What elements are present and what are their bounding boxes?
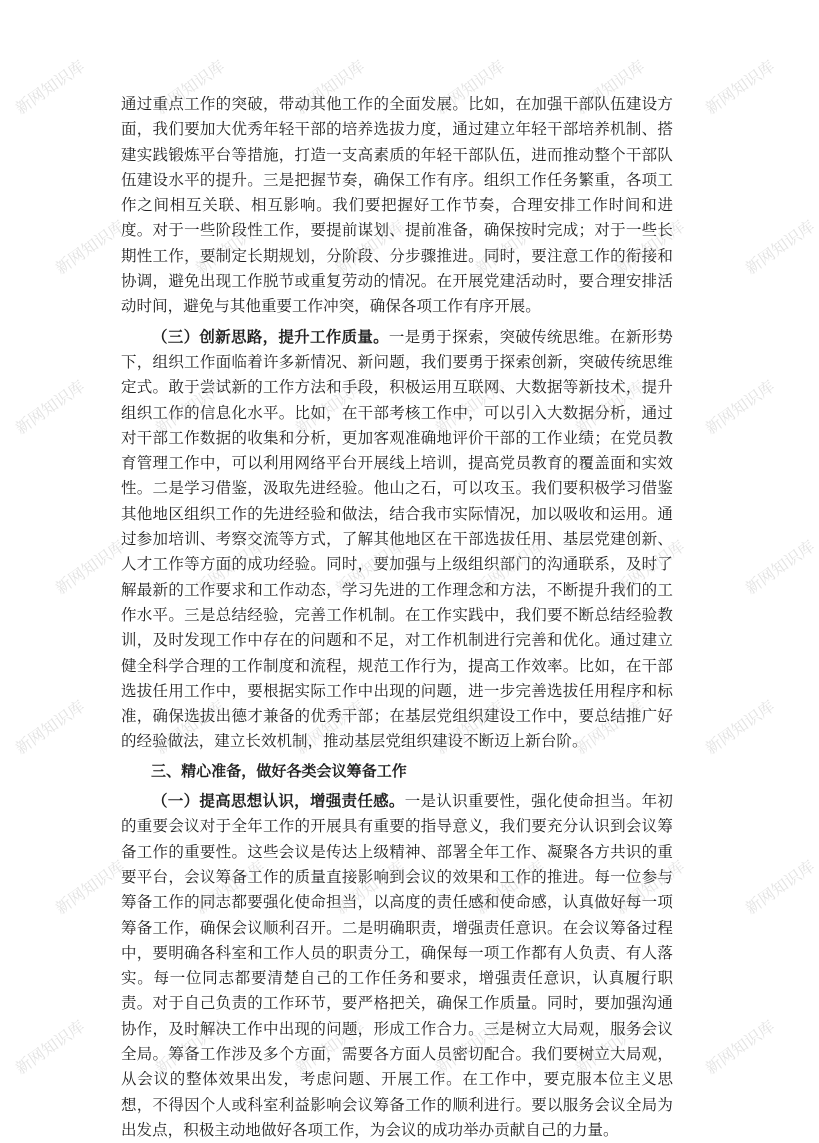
watermark-text: 新网知识库 [571, 696, 649, 759]
paragraph-2 [121, 324, 673, 755]
watermark-text: 新网知识库 [701, 56, 779, 119]
watermark-text: 新网知识库 [431, 56, 509, 119]
paragraph-2-heading: （三）创新思路，提升工作质量。 [152, 326, 389, 346]
watermark-text: 新网知识库 [331, 536, 409, 599]
watermark-text: 新网知识库 [151, 696, 229, 759]
watermark-text: 新网知识库 [611, 536, 689, 599]
watermark-text: 新网知识库 [151, 1016, 229, 1079]
watermark-text: 新网知识库 [701, 696, 779, 759]
document-body [121, 92, 673, 1143]
watermark-text: 新网知识库 [331, 216, 409, 279]
watermark-text: 新网知识库 [611, 856, 689, 919]
watermark-text: 新网知识库 [471, 856, 549, 919]
watermark-text: 新网知识库 [471, 216, 549, 279]
paragraph-1: 通过重点工作的突破，带动其他工作的全面发展。比如，在加强干部队伍建设方面，我们要加大优秀年轻干部的培养选拔力度，通过建立年轻干部培养机制、搭建实践锻炼平台等措施，打造一支高素质的年轻干部队伍，进而推动整个干部队伍建设水平的提升。三是把握节奏，确保工作有序。组织工作任务繁重，各项工作之间相互关联、相互影响。我们要把握好工作节奏，合理安排工作时间和进度。对于一些阶段性工作，要提前谋划、提前准备，确保按时完成；对于一些长期性工作，要制定长期规划，分阶段、分步骤推进。同时，要注意工作的衔接和协调，避免出现工作脱节或重复劳动的情况。在开展党建活动时，要合理安排活动时间，避免与其他重要工作冲突，确保各项工作有序开展。 [121, 95, 673, 316]
paragraph-3 [121, 788, 673, 1143]
watermark-text: 新网知识库 [51, 216, 129, 279]
watermark-text: 新网知识库 [11, 1016, 89, 1079]
watermark-text: 新网知识库 [741, 856, 819, 919]
watermark-text: 新网知识库 [291, 56, 369, 119]
paragraph-3-heading: （一）提高思想认识，增强责任感。 [152, 791, 405, 811]
watermark-text: 新网知识库 [191, 536, 269, 599]
watermark-text: 新网知识库 [151, 56, 229, 119]
watermark-text: 新网知识库 [741, 536, 819, 599]
watermark-text: 新网知识库 [51, 536, 129, 599]
watermark-text: 新网知识库 [51, 856, 129, 919]
watermark-text: 新网知识库 [431, 376, 509, 439]
watermark-text: 新网知识库 [291, 1016, 369, 1079]
watermark-text: 新网知识库 [431, 1016, 509, 1079]
section-3-heading: 三、精心准备，做好各类会议筹备工作 [151, 761, 407, 780]
watermark-text: 新网知识库 [11, 376, 89, 439]
watermark-text: 新网知识库 [151, 376, 229, 439]
watermark-text: 新网知识库 [741, 216, 819, 279]
watermark-text: 新网知识库 [291, 696, 369, 759]
watermark-text: 新网知识库 [571, 1016, 649, 1079]
watermark-text: 新网知识库 [701, 1016, 779, 1079]
watermark-text: 新网知识库 [191, 856, 269, 919]
watermark-text: 新网知识库 [11, 696, 89, 759]
watermark-text: 新网知识库 [291, 376, 369, 439]
watermark-text: 新网知识库 [571, 56, 649, 119]
watermark-text: 新网知识库 [701, 376, 779, 439]
watermark-text: 新网知识库 [331, 856, 409, 919]
paragraph-3-body: 一是认识重要性，强化使命担当。年初的重要会议对于全年工作的开展具有重要的指导意义，我们要充分认识到会议筹备工作的重要性。这些会议是传达上级精神、部署全年工作、凝聚各方共识的重要平台，会议筹备工作的质量直接影响到会议的效果和工作的推进。每一位参与筹备工作的同志都要强化使命担当，以高度的责任感和使命感，认真做好每一项筹备工作，确保会议顺利召开。二是明确职责，增强责任意识。在会议筹备过程中，要明确各科室和工作人员的职责分工，确保每一项工作都有人负责、有人落实。每一位同志都要清楚自己的工作任务和要求，增强责任意识，认真履行职责。对于自己负责的工作环节，要严格把关，确保工作质量。同时，要加强沟通协作，及时解决工作中出现的问题，形成工作合力。三是树立大局观，服务会议全局。筹备工作涉及多个方面，需要各方面人员密切配合。我们要树立大局观，从会议的整体效果出发，考虑问题、开展工作。在工作中，要克服本位主义思想，不得因个人或科室利益影响会议筹备工作的顺利进行。要以服务会议全局为出发点，积极主动地做好各项工作，为会议的成功举办贡献自己的力量。 [121, 792, 673, 1139]
watermark-text: 新网知识库 [571, 376, 649, 439]
watermark-text: 新网知识库 [431, 696, 509, 759]
watermark-text: 新网知识库 [11, 56, 89, 119]
watermark-text: 新网知识库 [191, 216, 269, 279]
watermark-text: 新网知识库 [611, 216, 689, 279]
watermark-text: 新网知识库 [471, 536, 549, 599]
paragraph-2-body: 一是勇于探索，突破传统思维。在新形势下，组织工作面临着许多新情况、新问题，我们要勇于探索创新，突破传统思维定式。敢于尝试新的工作方法和手段，积极运用互联网、大数据等新技术，提升组织工作的信息化水平。比如，在干部考核工作中，可以引入大数据分析，通过对干部工作数据的收集和分析，更加客观准确地评价干部的工作业绩；在党员教育管理工作中，可以利用网络平台开展线上培训，提高党员教育的覆盖面和实效性。二是学习借鉴，汲取先进经验。他山之石，可以攻玉。我们要积极学习借鉴其他地区组织工作的先进经验和做法，结合我市实际情况，加以吸收和运用。通过参加培训、考察交流等方式，了解其他地区在干部选拔任用、基层党建创新、人才工作等方面的成功经验。同时，要加强与上级组织部门的沟通联系，及时了解最新的工作要求和工作动态，学习先进的工作理念和方法，不断提升我们的工作水平。三是总结经验，完善工作机制。在工作实践中，我们要不断总结经验教训，及时发现工作中存在的问题和不足，对工作机制进行完善和优化。通过建立健全科学合理的工作制度和流程，规范工作行为，提高工作效率。比如，在干部选拔任用工作中，要根据实际工作中出现的问题，进一步完善选拔任用程序和标准，确保选拔出德才兼备的优秀干部；在基层党组织建设工作中，要总结推广好的经验做法，建立长效机制，推动基层党组织建设不断迈上新台阶。 [121, 327, 673, 751]
